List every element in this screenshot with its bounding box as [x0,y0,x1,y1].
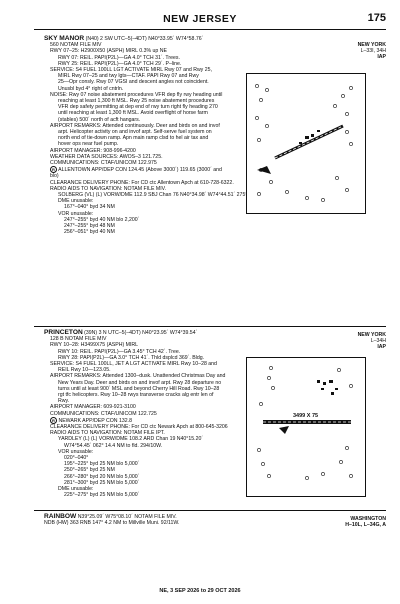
hangar-buildings [317,380,338,395]
princeton-airport-diagram [246,357,366,497]
sky-manor-body-7: NOISE: Rwy 07 noise abatement procedures VFR dep fly rwy heading until [50,91,223,98]
section-divider-1 [34,326,386,327]
princeton-line1: (39N) 3 N UTC–5(–4DT) N40°23.95´ W74°39.54´ [84,330,198,336]
rainbow-side [345,516,386,528]
sky-manor-side1: NEW YORK [357,42,386,48]
princeton-body-15: YARDLEY (L) (L) VORW/DME 108.2 ARD Chan 19 N40°15.20´ [58,436,204,443]
princeton-body-11: COMMUNICATIONS: CTAF/UNICOM 122.725 [50,410,157,417]
page-number: 175 [367,12,386,24]
sky-manor-body-19: ALLENTOWN APP/DEP CON 124.45 (Above 3000´) 119.65 (3000´ and [58,167,222,174]
sky-manor-body-9: VFR dep safety permitting at dep end of rwy turn right fly heading 270 [58,104,218,111]
header-rule [34,29,386,30]
rainbow-name: RAINBOW [44,513,77,520]
sky-manor-body-28: 247°–255° byd 48 NM [64,222,115,229]
sky-manor-body-3: SERVICE: S4 FUEL 100LL LGT ACTIVATE MIRL Rwy 07 and Rwy 25, [50,67,212,74]
princeton-line2: 128 B NOTAM FILE MIV [50,336,107,343]
princeton-body-7: turns until at least 900´ MSL and beyond Cherry Hill Road. Rwy 10–28 [58,385,220,392]
radio-symbol-icon: R [50,417,57,424]
sky-manor-body-0: RWY 07–25: H2900X50 (ASPH) MIRL 0.3% up NE [50,48,167,55]
princeton-body-12: NEWARK APP/DEP CON 132.8 [58,417,132,424]
princeton-body-5: AIRPORT REMARKS: Attended 1300–dusk. Unattended Christmas Day and [50,373,226,380]
princeton-body-10: AIRPORT MANAGER: 609-921-3100 [50,404,136,411]
princeton-body-16: W74°54.45´ 062° 14.4 NM to fld. 294/10W. [64,442,163,449]
princeton-name: PRINCETON [44,329,83,336]
runway-dimension-label: 3499 X 75 [293,413,319,419]
princeton-body-17: VOR unusable: [58,448,94,455]
rainbow-entry [44,514,179,526]
sky-manor-body-18: COMMUNICATIONS: CTAF/UNICOM 122.975 [50,160,157,167]
rainbow-side1: WASHINGTON [350,516,386,522]
sky-manor-body-4: MIRL Rwy 07–25 and twy lgts—CTAF. PAPI Rwy 07 and Rwy [58,73,199,80]
sky-manor-side2: L–33I, 34H [360,48,386,55]
sky-manor-body-12: AIRPORT REMARKS: Attended continuously. Deer and birds on and invof [50,122,220,129]
princeton-body-9: Rwy. [58,398,70,405]
sky-manor-body-22: RADIO AIDS TO NAVIGATION: NOTAM FILE MIV. [50,185,167,192]
sky-manor-body-11: (stables) 500´ north of acft hangars. [58,116,141,123]
sky-manor-body-29: 256°–051° byd 40 NM [64,229,115,236]
princeton-body-22: 281°–300° byd 25 NM blo 5,000´ [64,479,140,486]
sky-manor-body-10: until reaching at least 1,300 ft MSL. Avoid overflight of horse farm [58,110,208,117]
princeton-body-18: 020°–040° [64,454,89,461]
princeton-side1: NEW YORK [357,332,386,338]
princeton-body-14: RADIO AIDS TO NAVIGATION: NOTAM FILE IPT. [50,430,165,437]
sky-manor-body-8: reaching at least 1,300 ft MSL. Rwy 25 noise abatement procedures [58,98,215,105]
sky-manor-side [358,42,386,61]
sky-manor-body-15: hover ops near fuel pump. [58,141,119,148]
sky-manor-runway [275,126,343,158]
radio-symbol-icon: R [50,166,57,173]
princeton-body-19: 195°–225° byd 25 NM blo 5,000´ [64,461,140,468]
sky-manor-body-24: DME unusable: [58,198,94,205]
princeton-side2: L–34H [370,338,386,345]
sky-manor-body-20: blo) [50,173,59,180]
rainbow-line1: N39°25.09´ W75°08.10´ NOTAM FILE MIV. [77,514,177,520]
sky-manor-body-23: SOLBERG (VL) (L) VORW/DME 112.9 SBJ Chan 76 N40°34.98´ W74°44.51´ 275° 10.9 NM to fld. 189/10W. [58,191,306,198]
sky-manor-body-2: RWY 25: REIL. PAPI(P2L)—GA 4.0° TCH 29´. P–line. [58,60,182,67]
princeton-body-20: 250°–265° byd 25 NM [64,467,115,474]
sky-manor-side3: IAP [377,54,386,61]
windsock-icon [257,166,271,174]
princeton-body-2: RWY 28: PAPI(P2L)—GA 3.0° TCH 41´. Thld dsplcd 369´. Bldg. [58,354,205,361]
sky-manor-body-14: north end of tie-down ramp. Apn main ramp clsd to hel air tax and [58,135,209,142]
sky-manor-body-21: CLEARANCE DELIVERY PHONE: For CD ctc Allentown Apch at 610-728-6322. [50,179,234,186]
sky-manor-body-13: arpt. Helicopter activity on and invof arpt. Self-serve fuel system on [58,129,212,136]
princeton-body-0: RWY 10–28: H3499X75 (ASPH) MIRL [50,342,139,349]
princeton-body-1: RWY 10: REIL. PAPI(P2L)—GA 3.45° TCH 42´. Tree. [58,348,181,355]
rainbow-line2: NDB (HW) 363 RNB 147° 4.2 NM to Millville Muni. 92/11W. [44,520,180,527]
effective-dates-footer: NE, 3 SEP 2026 to 29 OCT 2026 [159,588,241,594]
princeton-body-21: 266°–280° byd 20 NM blo 5,000´ [64,473,140,480]
sky-manor-body-6: Unusbl byd 4° right of cntrln. [58,85,124,92]
sky-manor-body-16: AIRPORT MANAGER: 908-996-4200 [50,147,136,154]
princeton-body-4: REIL Rwy 10—123.05. [58,367,111,374]
princeton-entry [44,330,228,498]
princeton-body-3: SERVICE: S4 FUEL 100LL, JET A LGT ACTIVATE MIRL Rwy 10–28 and [50,361,217,368]
sky-manor-line1: (N40) 2 SW UTC–5(–4DT) N40°33.95´ W74°58.76´ [85,36,204,42]
princeton-body-13: CLEARANCE DELIVERY PHONE: For CD ctc Newark Apch at 800-645-3206 [50,423,228,430]
sky-manor-airport-diagram [246,73,366,214]
sky-manor-body-5: 25—Opr consly. Rwy 07 VGSI and descent angles not coincident. [58,79,209,86]
sky-manor-body-25: 167°–040° byd 34 NM [64,204,115,211]
sky-manor-body-1: RWY 07: REIL. PAPI(P2L)—GA 4.0° TCH 31´. Trees. [58,54,180,61]
princeton-side3: IAP [377,344,386,351]
sky-manor-body-17: WEATHER DATA SOURCES: AWOS–3 121.725. [50,153,163,160]
sky-manor-body-26: VOR unusable: [58,210,94,217]
sky-manor-line2: 560 NOTAM FILE MIV [50,42,102,49]
windsock-icon [279,426,289,434]
sky-manor-body-27: 247°–255° byd 40 NM blo 2,200´ [64,216,140,223]
state-header: NEW JERSEY [163,13,237,25]
rainbow-side2: H–10L, L–34G, A [345,522,386,529]
sky-manor-name: SKY MANOR [44,35,85,42]
princeton-body-6: New Years Day. Deer and birds on and invof arpt. Rwy 28 departure no [58,379,222,386]
princeton-body-24: 225°–275° byd 25 NM blo 5,000´ [64,492,140,499]
princeton-body-23: DME unusable: [58,485,94,492]
princeton-side [358,332,386,351]
princeton-body-8: rgt tfc helicopters. Rwy 10–28 rwys transverse cracks alg entr len of [58,392,214,399]
section-divider-2 [34,510,386,511]
